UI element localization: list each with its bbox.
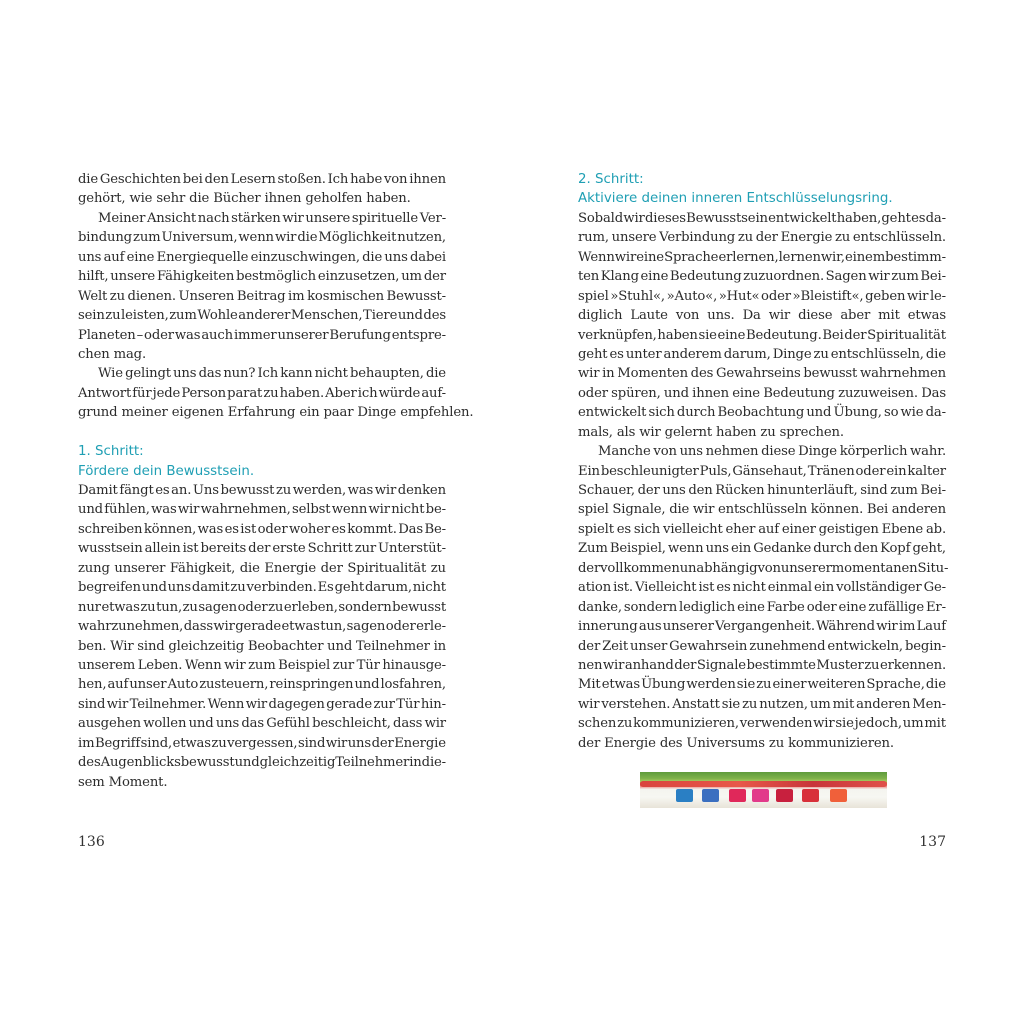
step2-title: 2. Schritt: — [578, 172, 644, 187]
watercolor-painting — [640, 772, 887, 808]
text-line: bindung zum Universum, wenn wir die Möglichkeit nutzen, — [78, 230, 446, 246]
text-line: sein zu leisten, zum Wohle anderer Menschen, Tiere und des — [78, 308, 446, 324]
text-line: wahrzunehmen, dass wir gerade etwas tun, sagen oder erle- — [78, 619, 446, 635]
text-line: wir verstehen. Anstatt sie zu nutzen, um mit anderen Men- — [578, 696, 946, 712]
text-line: innerung aus unserer Vergangenheit. Während wir im Lauf — [578, 619, 946, 635]
text-line: Schauer, der uns den Rücken hinunterläuft, sind zum Bei- — [578, 483, 946, 498]
right-text-column — [578, 170, 949, 753]
text-line: Manche von uns nehmen diese Dinge körperlich wahr. — [598, 444, 946, 460]
text-line: nen wir anhand der Signale bestimmte Muster zu erkennen. — [578, 657, 946, 673]
text-line: ben. Wir sind gleichzeitig Beobachter und Teilnehmer in — [78, 638, 446, 654]
text-line: Wie gelingt uns das nun? Ich kann nicht behaupten, die — [98, 366, 446, 382]
text-line: spiel »Stuhl«, »Auto«, »Hut« oder »Bleistift«, geben wir le- — [578, 288, 946, 304]
text-line: der Energie des Universums zu kommunizieren. — [578, 735, 894, 751]
text-line: Meiner Ansicht nach stärken wir unsere spirituelle Ver- — [98, 210, 446, 226]
step2-body — [578, 209, 949, 753]
page-number-left: 136 — [78, 834, 105, 850]
page-number-right: 137 — [919, 834, 946, 850]
text-line: spielt es sich vielleicht eher auf einer geistigen Ebene ab. — [578, 521, 946, 537]
text-line: im Begriff sind, etwas zu vergessen, sind wir uns der Energie — [78, 735, 446, 751]
text-line: hilft, unsere Fähigkeiten bestmöglich einzusetzen, um der — [78, 269, 446, 285]
text-line: der vollkommen unabhängig von unserer momentanen Situ- — [578, 560, 949, 576]
text-line: des Augenblicks bewusst und gleichzeitig Teilnehmer in die- — [78, 755, 446, 771]
painted-square — [676, 789, 693, 802]
painted-square — [830, 789, 847, 802]
text-line: verknüpfen, haben sie eine Bedeutung. Bei der Spiritualität — [578, 327, 946, 343]
text-line: zung unserer Fähigkeit, die Energie der Spiritualität zu — [78, 560, 446, 576]
left-intro-text — [78, 170, 474, 423]
text-line: Ein beschleunigter Puls, Gänsehaut, Tränen oder ein kalter — [578, 463, 946, 479]
text-line: Antwort für jede Person parat zu haben. Aber ich würde auf- — [78, 385, 446, 401]
text-line: begreifen und uns damit zu verbinden. Es geht darum, nicht — [78, 580, 446, 596]
step1-title: 1. Schritt: — [78, 444, 144, 460]
text-line: rum, unsere Verbindung zu der Energie zu entschlüsseln. — [578, 230, 946, 246]
text-line: schreiben können, was es ist oder woher es kommt. Das Be- — [78, 521, 446, 537]
text-line: ation ist. Vielleicht ist es nicht einmal ein vollständiger Ge- — [578, 580, 946, 596]
text-line: uns auf eine Energiequelle einzuschwingen, die uns dabei — [78, 249, 446, 265]
text-line: der Zeit unser Gewahrsein zunehmend entwickeln, begin- — [578, 638, 946, 654]
left-text-column — [78, 170, 474, 792]
text-line: wir in Momenten des Gewahrseins bewusst wahrnehmen — [578, 366, 946, 382]
right-page — [512, 0, 1024, 1024]
text-line: schen zu kommunizieren, verwenden wir sie jedoch, um mit — [578, 716, 946, 732]
text-line: chen mag. — [78, 346, 147, 362]
step2-subtitle: Aktiviere deinen inneren Entschlüsselungsring. — [578, 191, 893, 207]
text-line: grund meiner eigenen Erfahrung ein paar Dinge empfehlen. — [78, 405, 474, 421]
painted-square — [802, 789, 819, 802]
painting-red-stroke — [640, 781, 887, 787]
text-line: Damit fängt es an. Uns bewusst zu werden, was wir denken — [78, 483, 446, 498]
painted-square — [729, 789, 746, 802]
step1-body — [78, 481, 446, 792]
text-line: wusstsein allein ist bereits der erste Schritt zur Unterstüt- — [78, 541, 446, 557]
text-line: Wenn wir eine Sprache erlernen, lernen wir, einem bestimm- — [578, 249, 946, 265]
text-line: Zum Beispiel, wenn uns ein Gedanke durch den Kopf geht, — [578, 541, 946, 557]
text-line: Planeten – oder was auch immer unserer Berufung entspre- — [78, 327, 446, 343]
text-line: gehört, wie sehr die Bücher ihnen geholfen haben. — [78, 191, 411, 207]
text-line: sem Moment. — [78, 774, 168, 790]
step1-subtitle: Fördere dein Bewusstsein. — [78, 463, 255, 479]
text-line: nur etwas zu tun, zu sagen oder zu erleben, sondern bewusst — [78, 599, 446, 615]
text-line: Welt zu dienen. Unseren Beitrag im kosmischen Bewusst- — [78, 288, 446, 304]
text-line: mals, als wir gelernt haben zu sprechen. — [578, 424, 844, 440]
text-line: hen, auf unser Auto zusteuern, reinspringen und losfahren, — [78, 677, 446, 693]
text-line: Mit etwas Übung werden sie zu einer weiteren Sprache, die — [578, 677, 946, 693]
text-line: und fühlen, was wir wahrnehmen, selbst wenn wir nicht be- — [78, 502, 446, 518]
text-line: diglich Laute von uns. Da wir diese aber mit etwas — [578, 308, 946, 324]
painted-square — [776, 789, 793, 802]
text-line: oder spüren, und ihnen eine Bedeutung zuzuweisen. Das — [578, 385, 946, 401]
painted-square — [752, 789, 769, 802]
text-line: geht es unter anderem darum, Dinge zu entschlüsseln, die — [578, 346, 946, 362]
text-line: unserem Leben. Wenn wir zum Beispiel zur Tür hinausge- — [78, 657, 446, 673]
text-line: entwickelt sich durch Beobachtung und Übung, so wie da- — [578, 405, 946, 421]
text-line: Sobald wir dieses Bewusstsein entwickelt haben, geht es da- — [578, 210, 946, 226]
text-line: sind wir Teilnehmer. Wenn wir dagegen gerade zur Tür hin- — [78, 696, 446, 712]
text-line: die Geschichten bei den Lesern stoßen. Ich habe von ihnen — [78, 172, 446, 187]
text-line: spiel Signale, die wir entschlüsseln können. Bei anderen — [578, 502, 946, 518]
text-line: danke, sondern lediglich eine Farbe oder eine zufällige Er- — [578, 599, 946, 615]
text-line: ausgehen wollen und uns das Gefühl beschleicht, dass wir — [78, 716, 446, 732]
painted-square — [702, 789, 719, 802]
text-line: ten Klang eine Bedeutung zuzuordnen. Sagen wir zum Bei- — [578, 269, 946, 285]
